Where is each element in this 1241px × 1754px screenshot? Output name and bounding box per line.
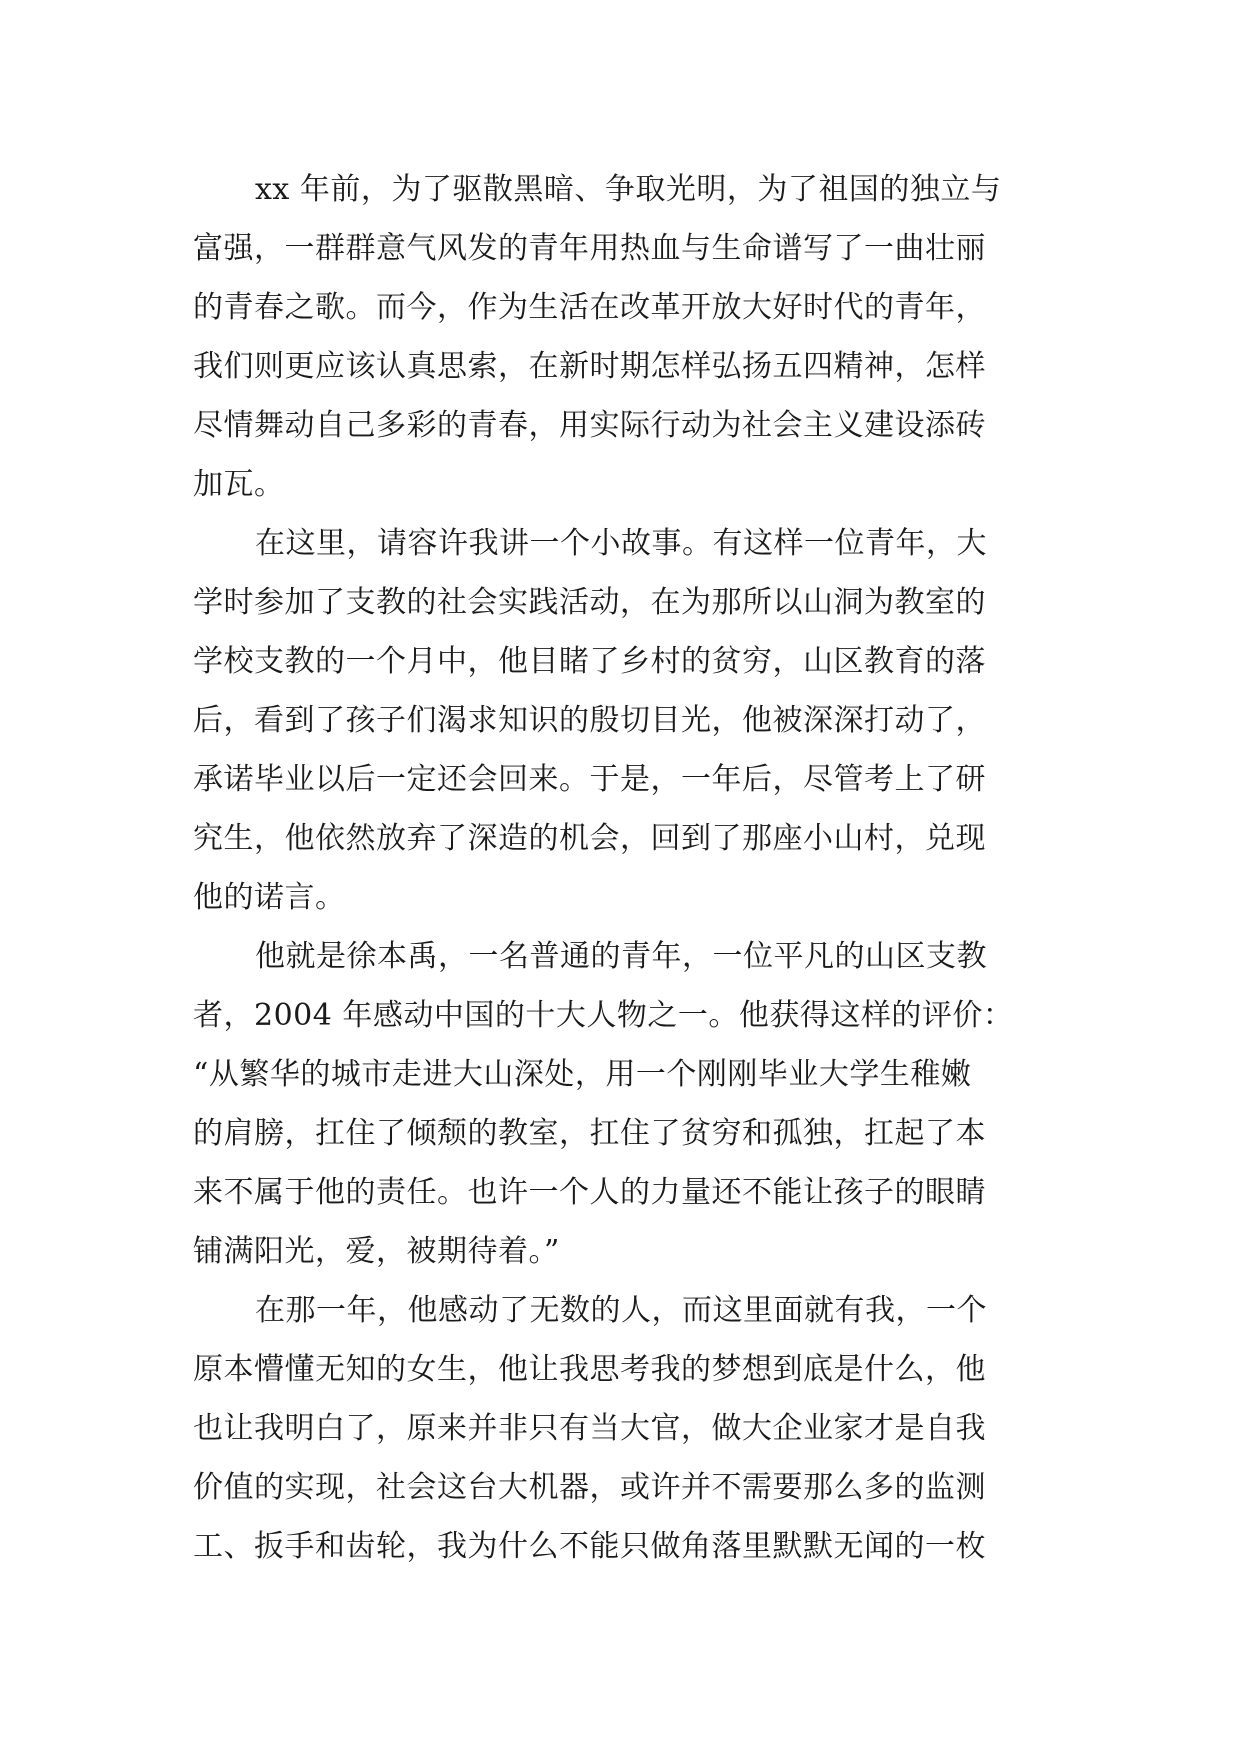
text-line: 承诺毕业以后一定还会回来。于是，一年后，尽管考上了研 xyxy=(193,762,986,797)
text-line: 究生，他依然放弃了深造的机会，回到了那座小山村，兑现 xyxy=(193,821,986,856)
text-line: 铺满阳光，爱，被期待着。” xyxy=(193,1234,560,1269)
text-line: “从繁华的城市走进大山深处，用一个刚刚毕业大学生稚嫩 xyxy=(193,1057,972,1092)
text-line: 者，2004 年感动中国的十大人物之一。他获得这样的评价： xyxy=(193,998,1014,1033)
text-line: 在那一年，他感动了无数的人，而这里面就有我，一个 xyxy=(255,1293,987,1328)
text-line: 后，看到了孩子们渴求知识的殷切目光，他被深深打动了， xyxy=(193,703,986,738)
text-line: 工、扳手和齿轮，我为什么不能只做角落里默默无闻的一枚 xyxy=(193,1529,986,1564)
text-line: 原本懵懂无知的女生，他让我思考我的梦想到底是什么，他 xyxy=(193,1352,986,1387)
text-line: 加瓦。 xyxy=(193,467,285,502)
text-line: 在这里，请容许我讲一个小故事。有这样一位青年，大 xyxy=(255,526,987,561)
text-line: 学时参加了支教的社会实践活动，在为那所以山洞为教室的 xyxy=(193,585,986,620)
paragraph-3 xyxy=(193,927,1063,1281)
text-line: 的肩膀，扛住了倾颓的教室，扛住了贫穷和孤独，扛起了本 xyxy=(193,1116,986,1151)
text-line: 他就是徐本禹，一名普通的青年，一位平凡的山区支教 xyxy=(255,939,987,974)
paragraph-2 xyxy=(193,514,1063,927)
text-line: 来不属于他的责任。也许一个人的力量还不能让孩子的眼睛 xyxy=(193,1175,986,1210)
text-line: 他的诺言。 xyxy=(193,880,346,915)
paragraph-1 xyxy=(193,160,1063,514)
text-line: 富强，一群群意气风发的青年用热血与生命谱写了一曲壮丽 xyxy=(193,231,986,266)
text-line: 也让我明白了，原来并非只有当大官，做大企业家才是自我 xyxy=(193,1411,986,1446)
paragraph-4 xyxy=(193,1281,1063,1576)
text-line: 学校支教的一个月中，他目睹了乡村的贫穷，山区教育的落 xyxy=(193,644,986,679)
text-line: 我们则更应该认真思索，在新时期怎样弘扬五四精神，怎样 xyxy=(193,349,986,384)
text-line: 的青春之歌。而今，作为生活在改革开放大好时代的青年， xyxy=(193,290,986,325)
text-line: xx 年前，为了驱散黑暗、争取光明，为了祖国的独立与 xyxy=(255,172,1002,207)
document-body xyxy=(193,160,1063,1576)
text-line: 尽情舞动自己多彩的青春，用实际行动为社会主义建设添砖 xyxy=(193,408,986,443)
text-line: 价值的实现，社会这台大机器，或许并不需要那么多的监测 xyxy=(193,1470,986,1505)
